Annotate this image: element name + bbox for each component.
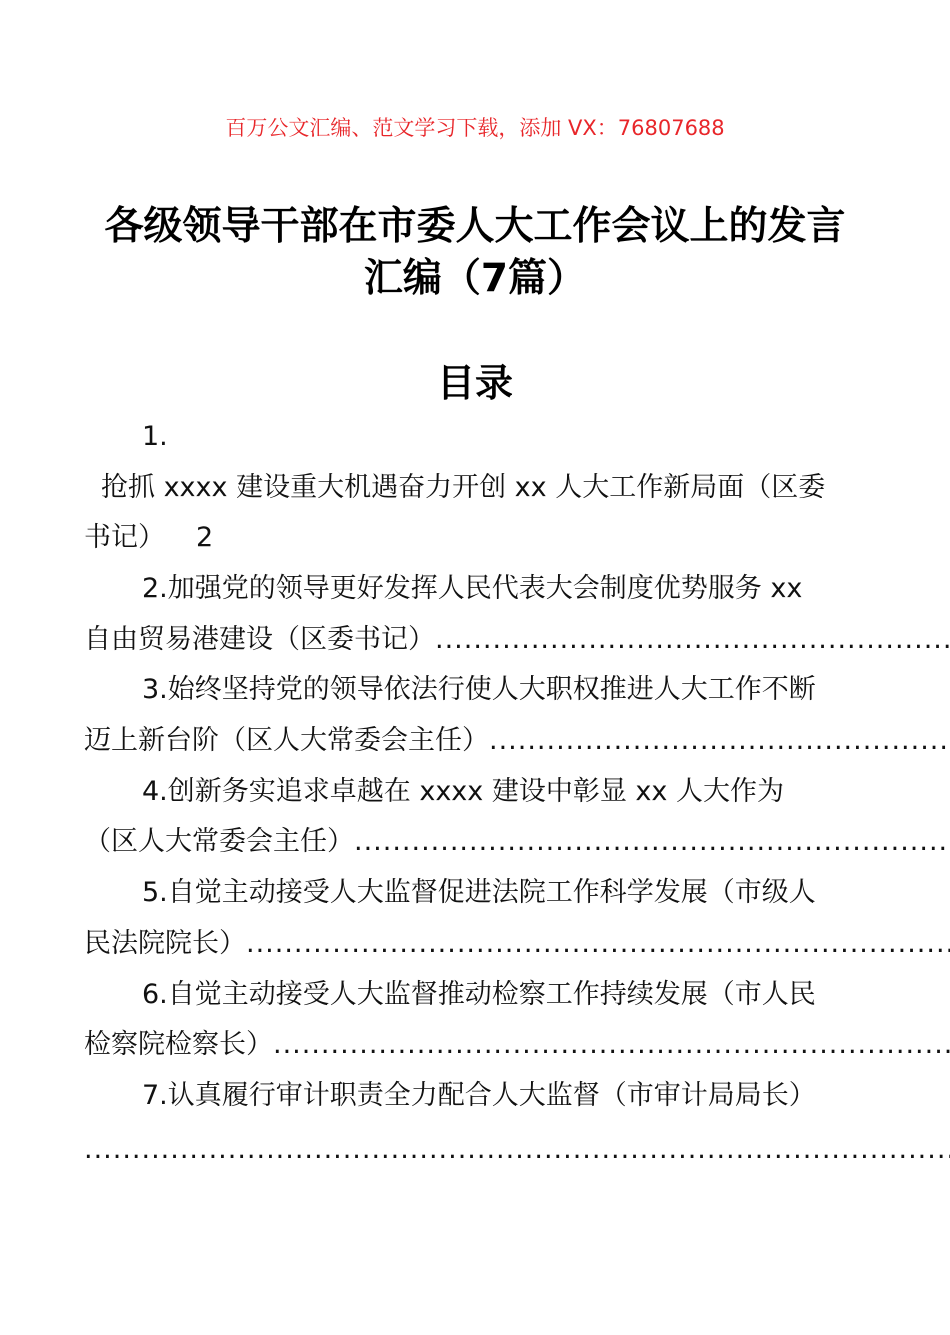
dot-leader (489, 723, 950, 759)
toc-entry-title-cont: （区人大常委会主任） (84, 826, 354, 857)
toc-entry-title: 7.认真履行审计职责全力配合人大监督（市审计局局长） (142, 1080, 816, 1111)
toc-entry-title: 3.始终坚持党的领导依法行使人大职权推进人大工作不断 (142, 674, 816, 705)
document-title-line1: 各级领导干部在市委人大工作会议上的发言 (104, 204, 846, 249)
dot-leader (354, 824, 950, 860)
download-banner: 百万公文汇编、范文学习下载，添加 VX：76807688 (225, 116, 725, 140)
toc-entry-title: 5.自觉主动接受人大监督促进法院工作科学发展（市级人 (142, 877, 816, 908)
toc-heading: 目录 (436, 361, 513, 405)
dot-leader (273, 1027, 950, 1063)
toc-entry-title-cont: 自由贸易港建设（区委书记） (84, 624, 435, 655)
toc-entry-number: 1. (142, 421, 168, 452)
toc-entry-title-cont: 书记） (84, 522, 165, 553)
toc-entry-title-cont: 民法院院长） (84, 928, 246, 959)
toc-entry-title-cont: 迈上新台阶（区人大常委会主任） (84, 725, 489, 756)
toc-entry-title: 6.自觉主动接受人大监督推动检察工作持续发展（市人民 (142, 979, 816, 1010)
toc-entry-title: 4.创新务实追求卓越在 xxxx 建设中彰显 xx 人大作为 (142, 776, 784, 807)
toc-entry-title-cont: 检察院检察长） (84, 1029, 273, 1060)
toc-entry-title: 抢抓 xxxx 建设重大机遇奋力开创 xx 人大工作新局面（区委 (101, 472, 826, 503)
dot-leader (246, 926, 950, 962)
document-title-line2: 汇编（7篇） (363, 256, 587, 301)
dot-leader (84, 1132, 950, 1168)
toc-entry-page: 2 (196, 522, 214, 553)
toc-entry-title: 2.加强党的领导更好发挥人民代表大会制度优势服务 xx (142, 573, 803, 604)
dot-leader (435, 622, 950, 658)
